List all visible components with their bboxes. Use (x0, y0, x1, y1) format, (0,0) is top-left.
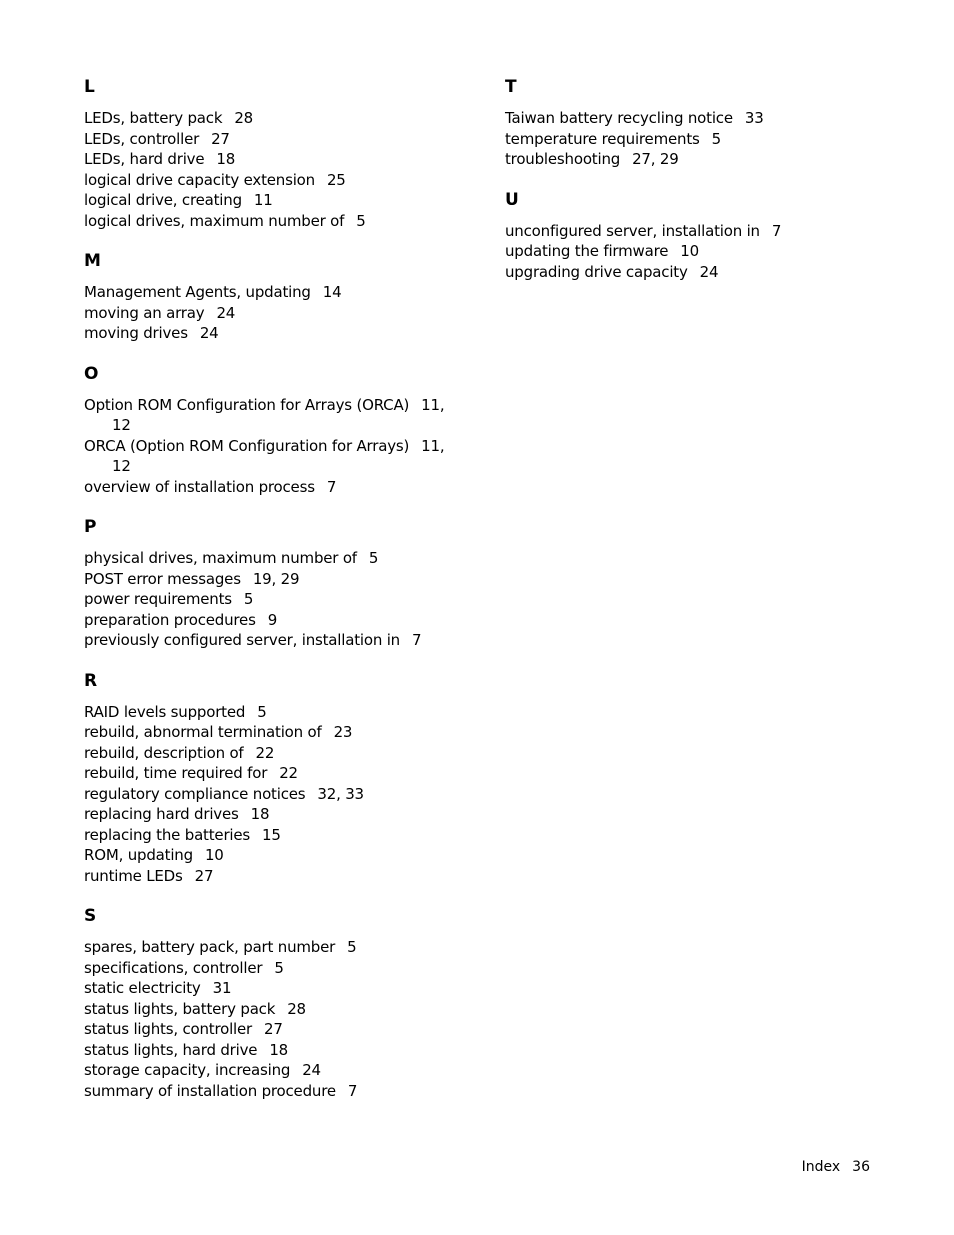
entry-term: troubleshooting (505, 150, 621, 168)
entry-pages: 11 (253, 191, 273, 209)
entry-pages: 23 (333, 723, 353, 741)
entry-pages: 10 (204, 846, 224, 864)
index-entry (84, 211, 464, 232)
entry-term: runtime LEDs (84, 866, 183, 885)
index-entry (84, 1060, 464, 1081)
entry-term: temperature requirements (505, 129, 700, 148)
entry-pages: 22 (255, 743, 275, 762)
section-letter: R (84, 670, 98, 691)
index-section (84, 670, 464, 887)
section-letter: U (505, 189, 519, 210)
index-entry (84, 548, 464, 569)
index-entry (505, 129, 885, 150)
index-column-right (505, 76, 885, 301)
entry-pages: 24 (302, 1061, 321, 1079)
index-entry (84, 1040, 464, 1061)
entry-pages: 31 (212, 979, 232, 997)
index-entry (84, 436, 464, 477)
entry-term: static electricity (84, 979, 201, 997)
entry-pages: 7 (771, 221, 782, 240)
index-column-left (84, 76, 464, 1120)
index-entry (84, 149, 464, 170)
entry-pages: 9 (267, 610, 278, 629)
entry-term: logical drive capacity extension (84, 170, 315, 189)
index-entry (84, 282, 464, 303)
entry-pages: 18 (269, 1040, 288, 1059)
entry-term: logical drive, creating (84, 191, 242, 209)
index-section (84, 905, 464, 1101)
entry-term: rebuild, description of (84, 743, 244, 762)
entry-pages: 5 (257, 702, 267, 721)
footer-page-number: 36 (852, 1159, 870, 1175)
page-footer (802, 1157, 870, 1177)
entry-term: upgrading drive capacity (505, 262, 688, 281)
index-entry (84, 978, 464, 999)
entry-pages: 28 (287, 999, 306, 1018)
index-entry (84, 784, 464, 805)
entry-term: previously configured server, installation in (84, 631, 400, 649)
index-entry (84, 108, 464, 129)
entry-term: moving an array (84, 303, 205, 322)
section-letter: S (84, 906, 97, 926)
entry-pages: 5 (347, 938, 357, 956)
entry-term: Management Agents, updating (84, 283, 311, 301)
entry-pages: 15 (262, 825, 281, 844)
index-entry (84, 866, 464, 887)
index-section (505, 189, 885, 283)
entry-term: replacing hard drives (84, 805, 239, 823)
entry-pages: 18 (216, 150, 236, 168)
entry-term: storage capacity, increasing (84, 1061, 291, 1079)
entry-pages: 7 (412, 631, 422, 649)
entry-term: summary of installation procedure (84, 1081, 336, 1100)
entry-term: status lights, hard drive (84, 1040, 258, 1059)
index-section (505, 76, 885, 170)
entry-term: Taiwan battery recycling notice (505, 109, 733, 127)
entry-term: Option ROM Configuration for Arrays (ORCA) (84, 395, 410, 414)
index-entry (84, 129, 464, 150)
entry-term: preparation procedures (84, 610, 256, 629)
entry-pages: 14 (322, 283, 342, 301)
entry-pages: 24 (699, 262, 719, 281)
entry-term: replacing the batteries (84, 825, 251, 844)
entry-pages: 11, 12 (112, 436, 445, 475)
entry-term: unconfigured server, installation in (505, 221, 760, 240)
entry-pages: 32, 33 (317, 784, 364, 803)
index-entry (505, 149, 885, 170)
entry-pages: 7 (326, 477, 337, 496)
index-entry (505, 108, 885, 129)
entry-term: POST error messages (84, 569, 241, 588)
entry-pages: 18 (250, 805, 270, 823)
index-entry (84, 722, 464, 743)
entry-pages: 24 (216, 303, 236, 322)
entry-pages: 25 (326, 170, 346, 189)
entry-pages: 5 (711, 129, 721, 148)
index-entry (84, 395, 464, 436)
entry-pages: 22 (279, 764, 298, 782)
entry-pages: 5 (356, 211, 366, 230)
entry-term: status lights, battery pack (84, 999, 276, 1018)
entry-pages: 5 (274, 958, 284, 977)
index-section (84, 250, 464, 344)
entry-pages: 27 (264, 1020, 283, 1038)
entry-term: ROM, updating (84, 846, 193, 864)
index-entry (505, 262, 885, 283)
entry-term: logical drives, maximum number of (84, 211, 345, 230)
section-letter: L (84, 77, 95, 97)
entry-term: ORCA (Option ROM Configuration for Arrays) (84, 436, 410, 455)
entry-pages: 5 (368, 549, 379, 567)
entry-pages: 5 (243, 590, 254, 608)
index-entry (84, 743, 464, 764)
index-entry (84, 303, 464, 324)
entry-pages: 24 (199, 324, 219, 342)
entry-term: overview of installation process (84, 477, 315, 496)
index-section (84, 363, 464, 498)
entry-term: regulatory compliance notices (84, 784, 306, 803)
index-entry (505, 221, 885, 242)
index-section (84, 516, 464, 651)
section-letter: M (84, 251, 101, 271)
index-entry (84, 569, 464, 590)
entry-term: power requirements (84, 590, 232, 608)
entry-pages: 10 (680, 242, 699, 260)
entry-pages: 28 (234, 109, 253, 127)
index-entry (84, 999, 464, 1020)
index-entry (84, 702, 464, 723)
index-entry (84, 589, 464, 610)
index-entry (84, 190, 464, 211)
entry-pages: 7 (347, 1081, 358, 1100)
section-letter: T (505, 77, 517, 97)
index-entry (84, 170, 464, 191)
index-entry (84, 477, 464, 498)
index-entry (84, 323, 464, 344)
entry-term: LEDs, battery pack (84, 109, 223, 127)
index-entry (84, 630, 464, 651)
entry-term: moving drives (84, 324, 188, 342)
index-entry (84, 937, 464, 958)
index-entry (84, 1081, 464, 1102)
index-entry (84, 845, 464, 866)
entry-term: LEDs, hard drive (84, 150, 205, 168)
entry-term: LEDs, controller (84, 129, 200, 148)
entry-pages: 27 (211, 129, 230, 148)
entry-term: specifications, controller (84, 958, 263, 977)
index-entry (505, 241, 885, 262)
entry-term: rebuild, time required for (84, 764, 268, 782)
entry-term: status lights, controller (84, 1020, 253, 1038)
entry-term: physical drives, maximum number of (84, 549, 357, 567)
entry-pages: 27 (194, 866, 214, 885)
entry-term: RAID levels supported (84, 702, 246, 721)
index-entry (84, 1019, 464, 1040)
index-section (84, 76, 464, 231)
index-entry (84, 610, 464, 631)
section-letter: O (84, 363, 99, 384)
entry-pages: 11, 12 (112, 395, 445, 434)
entry-term: rebuild, abnormal termination of (84, 723, 322, 741)
index-entry (84, 763, 464, 784)
footer-label: Index (801, 1159, 841, 1175)
index-entry (84, 958, 464, 979)
index-entry (84, 825, 464, 846)
entry-term: updating the firmware (505, 242, 669, 260)
entry-pages: 33 (744, 109, 764, 127)
entry-pages: 19, 29 (252, 569, 300, 588)
section-letter: P (84, 517, 97, 537)
entry-pages: 27, 29 (632, 150, 679, 168)
index-entry (84, 804, 464, 825)
entry-term: spares, battery pack, part number (84, 938, 336, 956)
